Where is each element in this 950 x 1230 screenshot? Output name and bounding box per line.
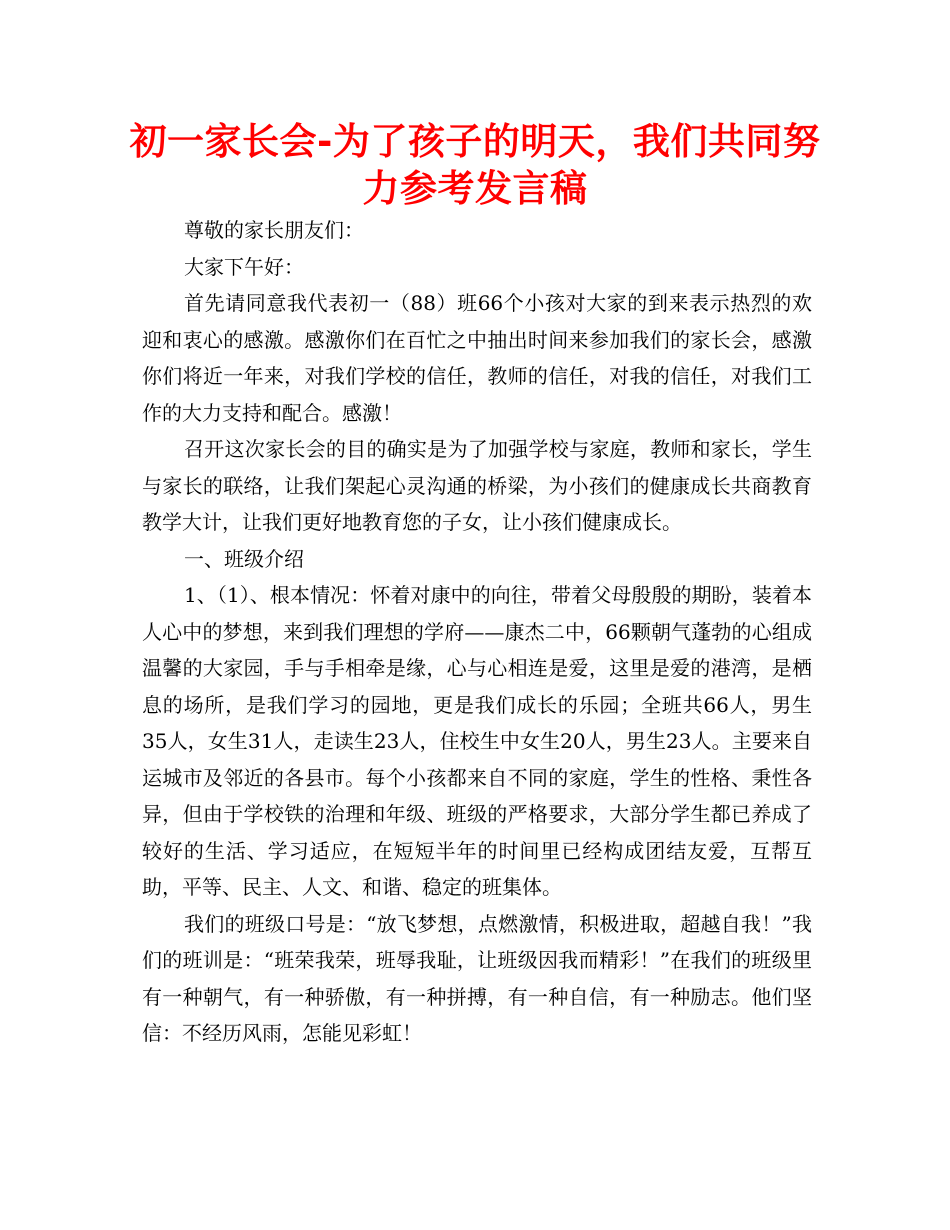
section-heading-class-intro: 一、班级介绍 [184,546,304,571]
paragraph-basic-info: 1、（1）、根本情况：怀着对康中的向往，带着父母殷殷的期盼，装着本人心中的梦想，来到我们理想的学府——康杰二中，66颗朝气蓬勃的心组成温馨的大家园，手与手相牵是缘，心与心相连是爱，这里是爱的港湾，是栖息的场所，是我们学习的园地，更是我们成长的乐园；全班共66人，男生35人，女生31人，走读生23人，住校生中女生20人，男生23人。主要来自运城市及邻近的各县市。每个小孩都来自不同的家庭，学生的性格、秉性各异，但由于学校铁的治理和年级、班级的严格要求，大部分学生都已养成了较好的生活、学习适应，在短短半年的时间里已经构成团结友爱，互帮互助，平等、民主、人文、和谐、稳定的班集体。 [142,583,812,899]
document-body [142,212,812,1052]
paragraph-purpose: 召开这次家长会的目的确实是为了加强学校与家庭，教师和家长，学生与家长的联络，让我们架起心灵沟通的桥梁，为小孩们的健康成长共商教育教学大计，让我们更好地教育您的子女，让小孩们健康成长。 [142,437,812,534]
paragraph-greeting: 尊敬的家长朋友们： [184,218,364,242]
document-title: 初一家长会-为了孩子的明天，我们共同努力参考发言稿 [129,120,821,210]
paragraph-welcome: 首先请同意我代表初一（88）班66个小孩对大家的到来表示热烈的欢迎和衷心的感激。感激你们在百忙之中抽出时间来参加我们的家长会，感激你们将近一年来，对我们学校的信任，教师的信任，对我的信任，对我们工作的大力支持和配合。感激！ [142,291,812,425]
paragraph-salutation: 大家下午好： [184,254,304,279]
paragraph-class-motto: 我们的班级口号是：“放飞梦想，点燃激情，积极进取，超越自我！”我们的班训是：“班荣我荣，班辱我耻，让班级因我而精彩！”在我们的班级里有一种朝气，有一种骄傲，有一种拼搏，有一种自信，有一种励志。他们坚信：不经历风雨，怎能见彩虹！ [142,911,812,1045]
